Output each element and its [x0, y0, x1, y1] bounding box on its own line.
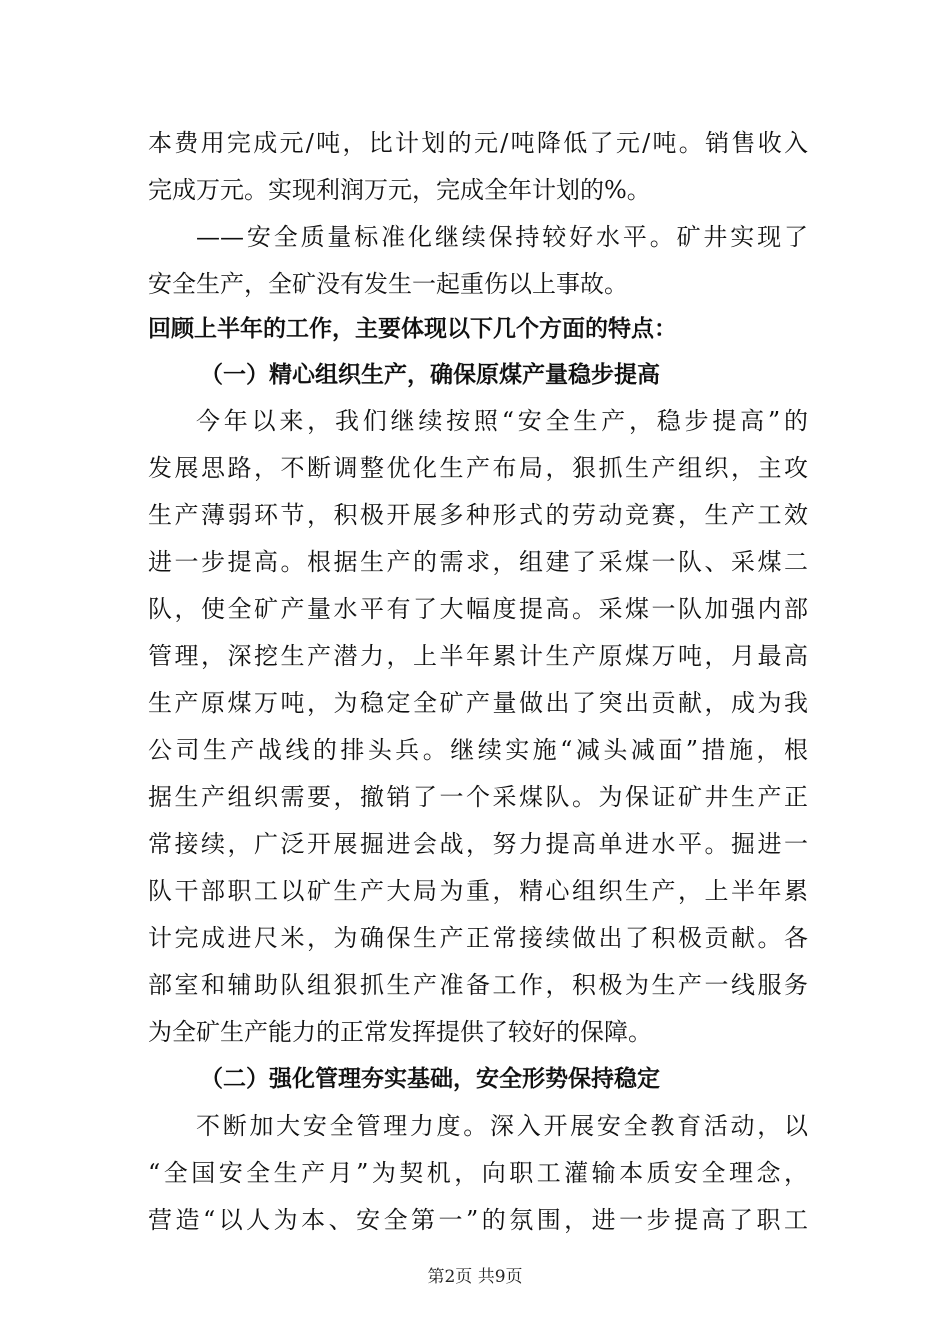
body-line: 营造“以人为本、安全第一”的氛围，进一步提高了职工 [148, 1206, 808, 1234]
body-line: ——安全质量标准化继续保持较好水平。矿井实现了 [196, 223, 808, 251]
body-line: 计完成进尺米，为确保生产正常接续做出了积极贡献。各 [148, 924, 808, 952]
body-line: 进一步提高。根据生产的需求，组建了采煤一队、采煤二 [148, 548, 808, 576]
body-line: 本费用完成元/吨，比计划的元/吨降低了元/吨。销售收入 [148, 129, 808, 157]
body-line: “全国安全生产月”为契机，向职工灌输本质安全理念， [148, 1159, 808, 1187]
body-line: 安全生产，全矿没有发生一起重伤以上事故。 [148, 270, 628, 298]
page-footer: 第2页 共9页 [427, 1267, 523, 1287]
body-line: 今年以来，我们继续按照“安全生产，稳步提高”的 [196, 407, 808, 435]
body-line: 公司生产战线的排头兵。继续实施“减头减面”措施，根 [148, 736, 808, 764]
body-line: 部室和辅助队组狠抓生产准备工作，积极为生产一线服务 [148, 971, 808, 999]
section-heading: 回顾上半年的工作，主要体现以下几个方面的特点： [148, 316, 677, 342]
body-line: 队干部职工以矿生产大局为重，精心组织生产，上半年累 [148, 877, 808, 905]
body-line: 队，使全矿产量水平有了大幅度提高。采煤一队加强内部 [148, 595, 808, 623]
body-line: 不断加大安全管理力度。深入开展安全教育活动，以 [196, 1112, 808, 1140]
body-line: 生产原煤万吨，为稳定全矿产量做出了突出贡献，成为我 [148, 689, 808, 717]
body-line: 据生产组织需要，撤销了一个采煤队。为保证矿井生产正 [148, 783, 808, 811]
body-line: 发展思路，不断调整优化生产布局，狠抓生产组织，主攻 [148, 454, 808, 482]
subsection-heading-2: （二）强化管理夯实基础，安全形势保持稳定 [200, 1066, 660, 1092]
body-line: 常接续，广泛开展掘进会战，努力提高单进水平。掘进一 [148, 830, 808, 858]
body-line: 完成万元。实现利润万元，完成全年计划的%。 [148, 176, 651, 204]
body-line: 为全矿生产能力的正常发挥提供了较好的保障。 [148, 1018, 652, 1046]
subsection-heading-1: （一）精心组织生产，确保原煤产量稳步提高 [200, 362, 660, 388]
body-line: 管理，深挖生产潜力，上半年累计生产原煤万吨，月最高 [148, 642, 808, 670]
body-line: 生产薄弱环节，积极开展多种形式的劳动竞赛，生产工效 [148, 501, 808, 529]
